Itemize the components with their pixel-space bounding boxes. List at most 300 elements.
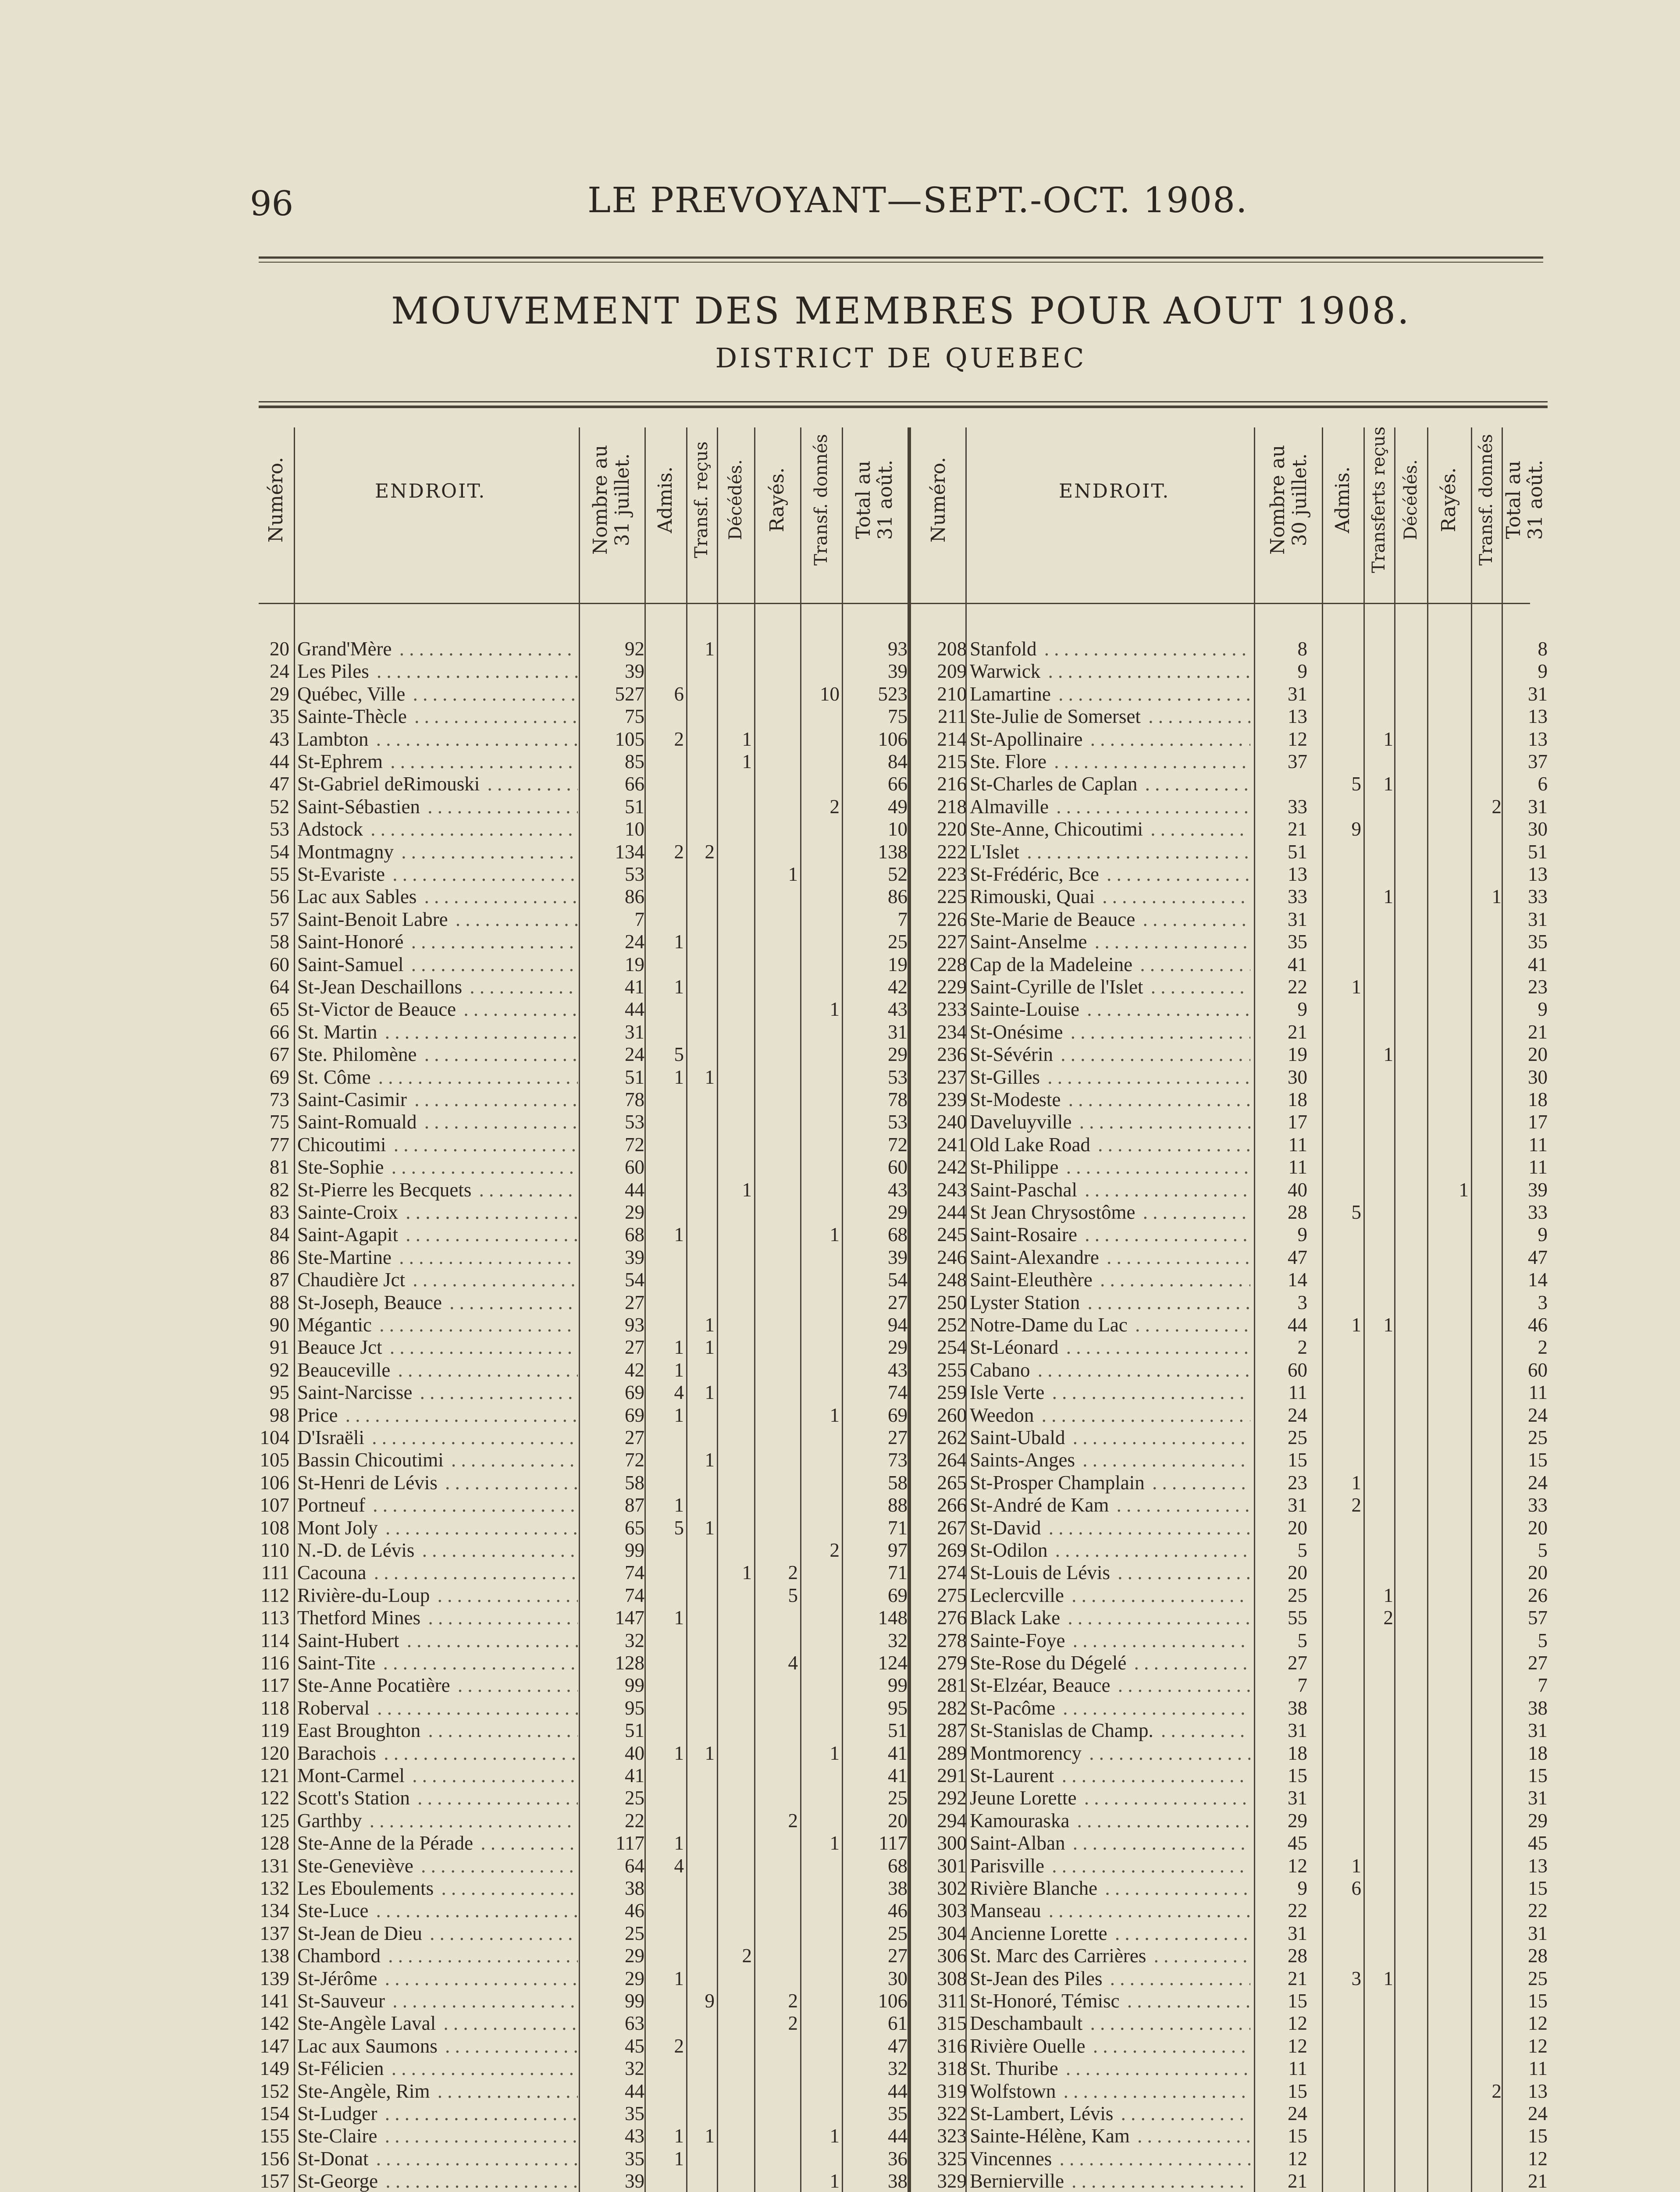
nombre-cell: 85	[625, 751, 644, 772]
table-row	[0, 2012, 1680, 2035]
decedes-cell	[719, 1314, 752, 1336]
nombre-cell: 15	[1288, 1990, 1307, 2012]
nombre-cell: 31	[1288, 1719, 1307, 1742]
numero-cell: 289	[937, 1742, 967, 1764]
total-cell: 27	[1528, 1652, 1548, 1674]
total-cell: 38	[1528, 1697, 1548, 1719]
decedes-cell	[1396, 1855, 1425, 1877]
place-name: Sainte-Hélène, Kam	[970, 2125, 1132, 2147]
place-name: St-Louis de Lévis	[970, 1562, 1113, 1584]
numero-cell: 275	[937, 1584, 967, 1606]
transf-donnes-cell	[802, 1877, 840, 1900]
total-cell: 20	[1528, 1562, 1548, 1584]
numero-cell: 95	[270, 1381, 289, 1404]
transf-donnes-cell	[1473, 2012, 1502, 2035]
table-row	[0, 1224, 1680, 1246]
admis-cell	[647, 1630, 684, 1652]
numero-cell: 64	[270, 976, 289, 998]
rayes-cell: 1	[1459, 1178, 1469, 1201]
total-cell: 39	[1528, 1178, 1548, 1201]
endroit-cell	[297, 2170, 578, 2192]
endroit-cell	[297, 1539, 578, 1562]
nombre-cell: 93	[625, 1314, 644, 1336]
numero-cell: 35	[270, 705, 289, 728]
endroit-cell	[970, 773, 1250, 795]
endroit-cell	[970, 886, 1250, 908]
total-cell: 32	[888, 1629, 908, 1651]
transf-recus-cell	[688, 1630, 715, 1652]
numero-cell: 216	[937, 773, 967, 795]
total-cell: 25	[888, 1922, 908, 1944]
transf-recus-cell: 1	[705, 1516, 715, 1539]
total-cell: 29	[888, 1201, 908, 1223]
rayes-cell	[756, 2148, 798, 2170]
place-name: Notre-Dame du Lac	[970, 1314, 1130, 1336]
admis-cell: 2	[1351, 1494, 1361, 1516]
place-name: Ste-Angèle, Rim	[297, 2080, 432, 2102]
place-name: St-Jérôme	[297, 1968, 380, 1989]
endroit-cell	[970, 1968, 1250, 1990]
rayes-cell	[1429, 2012, 1469, 2035]
total-cell: 13	[1528, 2080, 1548, 2102]
transf-recus-cell	[1365, 863, 1393, 886]
table-row	[0, 841, 1680, 863]
numero-cell: 227	[937, 931, 967, 953]
decedes-cell	[1396, 1156, 1425, 1178]
total-cell: 2	[1538, 1336, 1548, 1359]
transf-recus-cell	[688, 2012, 715, 2035]
total-cell: 124	[878, 1652, 908, 1674]
transf-recus-cell: 9	[705, 1990, 715, 2012]
decedes-cell	[719, 1584, 752, 1607]
rayes-cell	[756, 638, 798, 660]
admis-cell	[647, 638, 684, 660]
transf-recus-cell: 1	[1383, 773, 1393, 795]
endroit-cell	[297, 1111, 578, 1133]
header-label: Total au 31 août.	[1502, 459, 1547, 540]
nombre-cell: 35	[625, 2147, 644, 2170]
total-cell: 71	[888, 1516, 908, 1539]
numero-cell: 264	[937, 1449, 967, 1471]
transf-donnes-cell	[802, 638, 840, 660]
endroit-cell	[970, 1089, 1250, 1111]
transf-recus-cell: 2	[1383, 1607, 1393, 1629]
decedes-cell	[1396, 1787, 1425, 1809]
endroit-cell	[297, 2057, 578, 2080]
transf-recus-cell	[1365, 1494, 1393, 1516]
admis-cell	[1324, 1066, 1361, 1089]
table-row	[0, 2080, 1680, 2103]
decedes-cell	[1396, 998, 1425, 1021]
nombre-cell: 7	[634, 908, 644, 930]
transf-donnes-cell	[1473, 1810, 1502, 1832]
decedes-cell	[719, 841, 752, 863]
admis-cell	[1324, 954, 1361, 976]
transf-donnes-cell	[802, 1674, 840, 1697]
admis-cell	[647, 1810, 684, 1832]
place-name: Lamartine	[970, 683, 1054, 705]
place-name: Lyster Station	[970, 1292, 1082, 1313]
header-rule-thick	[259, 256, 1543, 259]
endroit-cell	[297, 1156, 578, 1178]
rayes-cell	[756, 1855, 798, 1877]
place-name: St-Félicien	[297, 2057, 386, 2079]
table-row	[0, 1765, 1680, 1787]
rayes-cell	[756, 1877, 798, 1900]
transf-recus-cell	[1365, 2057, 1393, 2080]
place-name: Ste-Anne Pocatière	[297, 1674, 453, 1696]
admis-cell	[647, 1900, 684, 1922]
numero-cell: 91	[270, 1336, 289, 1359]
numero-cell: 282	[937, 1697, 967, 1719]
transf-recus-cell	[688, 705, 715, 728]
admis-cell: 1	[674, 1494, 684, 1516]
transf-donnes-cell	[1473, 908, 1502, 931]
place-name: St-Sauveur	[297, 1990, 388, 2012]
place-name: Saints-Anges	[970, 1449, 1078, 1471]
numero-cell: 248	[937, 1269, 967, 1291]
transf-donnes-cell	[802, 1314, 840, 1336]
transf-donnes-cell	[1473, 1968, 1502, 1990]
table-row	[0, 1111, 1680, 1133]
numero-cell: 259	[937, 1381, 967, 1404]
numero-cell: 128	[260, 1832, 289, 1854]
table-row	[0, 1517, 1680, 1539]
endroit-cell	[970, 1156, 1250, 1178]
decedes-cell	[719, 1269, 752, 1291]
total-cell: 12	[1528, 2147, 1548, 2170]
endroit-cell	[970, 1449, 1250, 1471]
transf-recus-cell	[688, 2148, 715, 2170]
header-label: Admis.	[654, 466, 676, 534]
nombre-cell: 72	[625, 1133, 644, 1156]
admis-cell	[647, 1201, 684, 1224]
nombre-cell: 95	[625, 1697, 644, 1719]
rayes-cell	[756, 998, 798, 1021]
endroit-cell	[297, 1990, 578, 2012]
admis-cell	[647, 2170, 684, 2192]
header-admis-left	[644, 427, 686, 572]
transf-recus-cell: 1	[1383, 1043, 1393, 1066]
admis-cell	[1324, 1404, 1361, 1427]
rayes-cell	[1429, 2057, 1469, 2080]
place-name: L'Islet	[970, 841, 1022, 863]
transf-donnes-cell	[802, 1427, 840, 1449]
endroit-cell	[297, 1945, 578, 1967]
rayes-cell	[1429, 2103, 1469, 2125]
header-bottom-rule	[259, 603, 1530, 604]
admis-cell	[1324, 1089, 1361, 1111]
transf-donnes-cell	[1473, 1562, 1502, 1584]
total-cell: 25	[1528, 1427, 1548, 1448]
admis-cell	[647, 1111, 684, 1133]
place-name: Saint-Ubald	[970, 1427, 1068, 1448]
admis-cell	[1324, 1179, 1361, 1201]
admis-cell	[1324, 1900, 1361, 1922]
place-name: East Broughton	[297, 1719, 423, 1741]
numero-cell: 47	[270, 773, 289, 795]
endroit-cell	[970, 1652, 1250, 1674]
transf-donnes-cell	[802, 1359, 840, 1381]
endroit-cell	[970, 2148, 1250, 2170]
transf-donnes-cell	[1473, 2035, 1502, 2057]
table-row	[0, 1156, 1680, 1178]
transf-donnes-cell	[802, 1922, 840, 1945]
place-name: Montmorency	[970, 1742, 1084, 1764]
nombre-cell: 15	[1288, 2080, 1307, 2102]
admis-cell	[647, 705, 684, 728]
numero-cell: 269	[937, 1539, 967, 1561]
rayes-cell	[756, 841, 798, 863]
transf-donnes-cell	[1473, 1021, 1502, 1043]
decedes-cell	[719, 1674, 752, 1697]
nombre-cell: 28	[1288, 1201, 1307, 1223]
admis-cell	[1324, 1562, 1361, 1584]
decedes-cell	[719, 1404, 752, 1427]
table-row	[0, 1292, 1680, 1314]
nombre-cell: 31	[1288, 1494, 1307, 1516]
total-cell: 43	[888, 998, 908, 1021]
numero-cell: 65	[270, 998, 289, 1021]
transf-donnes-cell: 1	[829, 998, 840, 1021]
transf-recus-cell	[688, 908, 715, 931]
table-row	[0, 1449, 1680, 1471]
rayes-cell	[756, 796, 798, 818]
nombre-cell: 128	[615, 1652, 644, 1674]
admis-cell: 1	[674, 1066, 684, 1088]
total-cell: 36	[888, 2147, 908, 2170]
endroit-cell	[297, 1787, 578, 1809]
table-top-rule	[259, 401, 1548, 402]
table-row	[0, 1945, 1680, 1967]
place-name: St-Jean des Piles	[970, 1968, 1105, 1989]
table-title: MOUVEMENT DES MEMBRES POUR AOUT 1908.	[391, 289, 1411, 332]
nombre-cell: 22	[1288, 976, 1307, 998]
place-name: Kamouraska	[970, 1810, 1072, 1832]
place-name: Montmagny	[297, 841, 396, 863]
numero-cell: 318	[937, 2057, 967, 2080]
running-head	[246, 175, 1306, 224]
numero-cell: 308	[937, 1967, 967, 1989]
decedes-cell	[1396, 796, 1425, 818]
table-row	[0, 1990, 1680, 2012]
table-row	[0, 1742, 1680, 1765]
endroit-cell	[297, 954, 578, 976]
table-row	[0, 1043, 1680, 1066]
admis-cell	[1324, 2103, 1361, 2125]
place-name: St-Victor de Beauce	[297, 998, 459, 1020]
numero-cell: 92	[270, 1359, 289, 1381]
table-row	[0, 1922, 1680, 1945]
nombre-cell: 33	[1288, 886, 1307, 908]
admis-cell	[1324, 1652, 1361, 1674]
transf-donnes-cell	[802, 1089, 840, 1111]
total-cell: 37	[1528, 751, 1548, 772]
numero-cell: 104	[260, 1427, 289, 1448]
total-cell: 38	[888, 2170, 908, 2192]
place-name: Saint-Romuald	[297, 1111, 419, 1133]
endroit-cell	[297, 1134, 578, 1156]
transf-recus-cell	[688, 751, 715, 773]
endroit-cell	[297, 751, 578, 773]
admis-cell	[1324, 2080, 1361, 2103]
decedes-cell	[1396, 1472, 1425, 1494]
nombre-cell: 14	[1288, 1269, 1307, 1291]
transf-donnes-cell	[802, 1179, 840, 1201]
rayes-cell	[756, 1945, 798, 1967]
rayes-cell	[756, 1427, 798, 1449]
rayes-cell	[756, 1111, 798, 1133]
total-cell: 29	[1528, 1809, 1548, 1832]
transf-recus-cell	[688, 1832, 715, 1854]
rayes-cell	[1429, 728, 1469, 751]
endroit-cell	[970, 1404, 1250, 1427]
decedes-cell	[1396, 863, 1425, 886]
nombre-cell: 18	[1288, 1742, 1307, 1764]
nombre-cell: 60	[1288, 1359, 1307, 1381]
total-cell: 71	[888, 1562, 908, 1584]
total-cell: 35	[1528, 931, 1548, 953]
transf-donnes-cell	[1473, 773, 1502, 795]
transf-donnes-cell	[1473, 728, 1502, 751]
admis-cell	[647, 660, 684, 683]
rayes-cell	[1429, 1787, 1469, 1809]
nombre-cell: 25	[1288, 1584, 1307, 1606]
admis-cell: 1	[674, 1967, 684, 1989]
table-row	[0, 1855, 1680, 1877]
numero-cell: 215	[937, 751, 967, 772]
nombre-cell: 75	[625, 705, 644, 728]
decedes-cell	[1396, 2012, 1425, 2035]
transf-recus-cell	[1365, 1810, 1393, 1832]
nombre-cell: 51	[625, 1719, 644, 1742]
endroit-cell	[970, 1381, 1250, 1404]
place-name: Weedon	[970, 1404, 1036, 1426]
total-cell: 15	[1528, 1877, 1548, 1899]
transf-donnes-cell	[802, 954, 840, 976]
admis-cell	[647, 1179, 684, 1201]
nombre-cell: 39	[625, 2170, 644, 2192]
table-row	[0, 751, 1680, 773]
transf-donnes-cell	[1473, 2125, 1502, 2147]
decedes-cell	[719, 1246, 752, 1269]
numero-cell: 147	[260, 2035, 289, 2057]
decedes-cell	[719, 1156, 752, 1178]
numero-cell: 281	[937, 1674, 967, 1697]
decedes-cell	[719, 1719, 752, 1742]
transf-donnes-cell	[802, 2148, 840, 2170]
header-label: Transf. donnés	[811, 434, 831, 566]
place-name: Garthby	[297, 1810, 364, 1832]
rayes-cell	[1429, 954, 1469, 976]
nombre-cell: 117	[616, 1832, 644, 1854]
admis-cell	[1324, 1539, 1361, 1562]
numero-cell: 132	[260, 1877, 289, 1899]
admis-cell	[1324, 931, 1361, 953]
admis-cell	[1324, 998, 1361, 1021]
admis-cell	[1324, 1787, 1361, 1809]
rayes-cell	[756, 1156, 798, 1178]
rayes-cell	[756, 2103, 798, 2125]
admis-cell	[647, 1021, 684, 1043]
transf-recus-cell	[688, 1855, 715, 1877]
transf-donnes-cell	[1473, 1719, 1502, 1742]
numero-cell: 218	[937, 795, 967, 818]
admis-cell	[647, 1156, 684, 1178]
table-row	[0, 954, 1680, 976]
transf-donnes-cell	[1473, 1066, 1502, 1089]
admis-cell	[647, 1922, 684, 1945]
transf-donnes-cell: 2	[1491, 2080, 1502, 2102]
decedes-cell	[719, 638, 752, 660]
nombre-cell: 19	[625, 953, 644, 975]
transf-donnes-cell	[802, 1111, 840, 1133]
rayes-cell	[756, 1472, 798, 1494]
decedes-cell	[1396, 1990, 1425, 2012]
header-transf-donnes-right	[1471, 427, 1502, 572]
nombre-cell: 7	[1297, 1674, 1307, 1697]
total-cell: 46	[1528, 1314, 1548, 1336]
place-name: St-George	[297, 2170, 381, 2192]
decedes-cell	[719, 2080, 752, 2103]
transf-donnes-cell	[802, 1787, 840, 1809]
endroit-cell	[297, 998, 578, 1021]
header-label: Total au 31 août.	[852, 459, 897, 540]
numero-cell: 279	[937, 1652, 967, 1674]
nombre-cell: 9	[1297, 660, 1307, 683]
place-name: St. Thuribe	[970, 2057, 1061, 2079]
nombre-cell: 147	[615, 1607, 644, 1629]
place-name: St-Donat	[297, 2148, 371, 2170]
rayes-cell	[1429, 1449, 1469, 1471]
nombre-cell: 74	[625, 1584, 644, 1606]
admis-cell: 1	[1351, 976, 1361, 998]
decedes-cell	[719, 1810, 752, 1832]
decedes-cell	[719, 2012, 752, 2035]
endroit-cell	[297, 1900, 578, 1922]
rayes-cell: 2	[788, 1809, 798, 1832]
transf-donnes-cell	[1473, 1517, 1502, 1539]
numero-cell: 315	[937, 2012, 967, 2035]
decedes-cell	[1396, 1517, 1425, 1539]
place-name: Ste-Julie de Somerset	[970, 705, 1143, 727]
transf-recus-cell	[688, 1179, 715, 1201]
header-numero-left	[259, 427, 294, 572]
endroit-cell	[970, 1832, 1250, 1854]
endroit-cell	[297, 1089, 578, 1111]
total-cell: 43	[888, 1359, 908, 1381]
endroit-cell	[297, 1832, 578, 1854]
transf-recus-cell	[688, 1427, 715, 1449]
admis-cell	[1324, 1449, 1361, 1471]
nombre-cell: 9	[1297, 1877, 1307, 1899]
nombre-cell: 41	[625, 976, 644, 998]
numero-cell: 242	[937, 1156, 967, 1178]
transf-donnes-cell	[802, 1652, 840, 1674]
transf-recus-cell	[1365, 796, 1393, 818]
admis-cell	[647, 1945, 684, 1967]
numero-cell: 98	[270, 1404, 289, 1426]
transf-recus-cell	[688, 1292, 715, 1314]
rayes-cell	[1429, 863, 1469, 886]
place-name: St-Joseph, Beauce	[297, 1292, 445, 1313]
transf-recus-cell	[1365, 1201, 1393, 1224]
admis-cell	[647, 1292, 684, 1314]
decedes-cell	[1396, 841, 1425, 863]
transf-recus-cell	[688, 1134, 715, 1156]
nombre-cell: 9	[1297, 998, 1307, 1021]
decedes-cell	[1396, 1314, 1425, 1336]
